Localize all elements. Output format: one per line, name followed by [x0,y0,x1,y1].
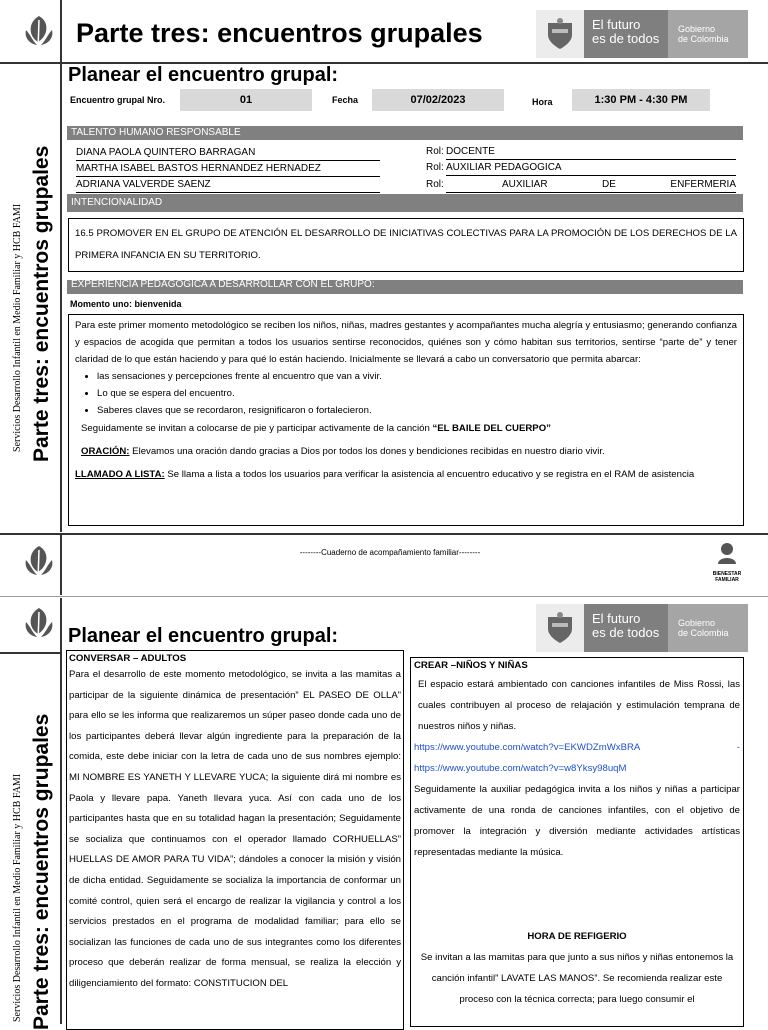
links-row-1: https://www.youtube.com/watch?v=EKWDZmWxBRA - [414,737,740,758]
youtube-link-1[interactable]: https://www.youtube.com/watch?v=EKWDZmWxBRA [414,742,641,753]
plan-title-2: Planear el encuentro grupal: [68,625,339,647]
side-title: Parte tres: encuentros grupales [30,145,53,462]
encuentro-value: 01 [180,89,312,111]
bullet-item: • Saberes claves que se recordaron, resignificaron o fortalecieron. [97,402,737,419]
crear-title: CREAR –NIÑOS Y NIÑAS [414,660,528,671]
coat-of-arms-icon [545,17,575,51]
rol-label-1: Rol: [426,146,444,157]
momento-box [68,314,744,526]
momento-label: Momento uno: bienvenida [70,299,182,309]
page-title: Parte tres: encuentros grupales [76,18,483,48]
side-service-text: Servicios Desarrollo Infantil en Medio Familiar y HCB FAMI [12,203,23,452]
government-logo: El futuro es de todos Gobierno de Colombia [536,604,748,652]
staff-name-1: DIANA PAOLA QUINTERO BARRAGAN [76,146,380,161]
rol-2: AUXILIAR PEDAGOGICA [446,161,736,176]
rol-3: AUXILIAR DE ENFERMERIA [446,178,736,193]
youtube-link-2[interactable]: https://www.youtube.com/watch?v=w8Yksy98uqM [414,763,627,774]
fecha-label: Fecha [332,95,359,105]
conversar-box [66,650,404,1030]
links-row-2 [414,758,740,779]
bienestar-icon [714,540,740,566]
conversar-text: Para el desarrollo de este momento metodológico, se invita a las mamitas a participar de la siguiente dinámica de presentación” EL PASEO DE OLLA” para ello se les informa que realizaremos un súper paseo donde cada uno de los participantes deberá llevar algún ingrediente para la preparación de la comida, este debe iniciar con la letra de cada uno de sus nombres ejemplo: MI NOMBRE ES YANETH Y LLEVARE YUCA; la siguiente dirá mi nombre es Paola y llevare papa. Yaneth llevara yuca. Así con cada uno de los participantes hasta que en su totalidad hagan la presentación; Seguidamente se socializa que continuamos con el operador llamado CORHUELLAS” HUELLAS DE AMOR PARA TU VIDA”; dándoles a conocer la misión y visión de dicha entidad. Seguidamente se socializa la importancia de conformar un comité control, quien será el encargo de realizar la vigilancia y control a los servicios prestados en el programa de modalidad familiar; para ello se socializan las funciones de cada uno de sus integrantes como los diferentes proceso que deberán realizar de forma mensual, se realiza la elección y diligenciamiento del formato: CONSTITUCION DEL [69,669,401,989]
plan-title: Planear el encuentro grupal: [68,64,339,86]
llamado-label: LLAMADO A LISTA: [75,469,165,480]
oracion-line: ORACIÓN: Elevamos una oración dando gracias a Dios por todos los dones y bendiciones recibidas en nuestro diario vivir. [81,446,605,457]
bullet-item: • las sensaciones y percepciones frente al encuentro que van a vivir. [97,368,737,385]
refrigerio-title: HORA DE REFIGERIO [527,931,627,942]
crear-text: El espacio estará ambientado con canciones infantiles de Miss Rossi, las cuales contribuyen al proceso de relajación y estimulación temprana de nuestros niños y niñas. [418,679,740,732]
hora-label: Hora [532,97,553,107]
talento-bar: TALENTO HUMANO RESPONSABLE [67,126,743,140]
side-service-text-2: Servicios Desarrollo Infantil en Medio Familiar y HCB FAMI [12,773,23,1022]
hora-value: 1:30 PM - 4:30 PM [572,89,710,111]
rol-label-3: Rol: [426,179,444,190]
crear-box [410,657,744,1027]
side-title-2: Parte tres: encuentros grupales [30,713,53,1030]
intencionalidad-box: 16.5 PROMOVER EN EL GRUPO DE ATENCIÓN EL DESARROLLO DE INICIATIVAS COLECTIVAS PARA LA PROMOCIÓN DE LOS DERECHOS DE LA PRIMERA INFANCIA EN SU TERRITORIO. [68,218,744,272]
oracion-label: ORACIÓN: [81,446,130,457]
staff-name-2: MARTHA ISABEL BASTOS HERNANDEZ HERNADEZ [76,162,380,177]
seguidamente-line: Seguidamente se invitan a colocarse de pie y participar activamente de la canción “EL BAILE DEL CUERPO” [81,423,551,434]
cancion-title: “EL BAILE DEL CUERPO” [432,423,551,434]
experiencia-bar: EXPERIENCIA PEDAGÓGICA A DESARROLLAR CON EL GRUPO: [67,280,743,294]
crear-text-2: Seguidamente la auxiliar pedagógica invita a los niños y niñas a participar activamente de una ronda de canciones infantiles, con el objetivo de promover la integración y diversión mediante actividades artísticas representadas mediante la música. [414,784,740,858]
encuentro-label: Encuentro grupal Nro. [70,95,166,105]
leaf-icon [22,542,56,582]
government-logo: El futuro es de todos Gobierno de Colombia [536,10,748,58]
momento-intro: Para este primer momento metodológico se reciben los niños, niñas, madres gestantes y acompañantes mucha alegría y entusiasmo; generando confianza y espacios de acogida que permitan a todos los usuarios sentirse reconocidos, quiénes son y cómo habitan sus territorios, sentirse “parte de” y tener claridad de lo que están haciendo y para qué lo están haciendo. Inicialmente se llevará a cabo un conversatorio que permita abarcar: [75,320,737,365]
momento-bullets [75,368,737,419]
leaf-icon [22,604,56,644]
staff-name-3: ADRIANA VALVERDE SAENZ [76,178,380,193]
refrigerio-text: Se invitan a las mamitas para que junto a sus niños y niñas entonemos la canción infantil” LAVATE LAS MANOS”. Se recomienda realizar este proceso con la técnica correcta; para luego consumir el [420,952,734,1005]
llamado-line: LLAMADO A LISTA: Se llama a lista a todos los usuarios para verificar la asistencia al encuentro educativo y se registra en el RAM de asistencia [75,469,695,480]
rol-label-2: Rol: [426,162,444,173]
fecha-value: 07/02/2023 [372,89,504,111]
rol-1: DOCENTE [446,145,736,160]
coat-of-arms-icon [545,611,575,645]
intencionalidad-bar: INTENCIONALIDAD [67,194,743,212]
bienestar-logo: BIENESTAR FAMILIAR [704,540,750,583]
footer-text: --------Cuaderno de acompañamiento familiar-------- [299,548,481,557]
leaf-icon [22,12,56,52]
bullet-item: • Lo que se espera del encuentro. [97,385,737,402]
conversar-title: CONVERSAR – ADULTOS [69,653,187,664]
